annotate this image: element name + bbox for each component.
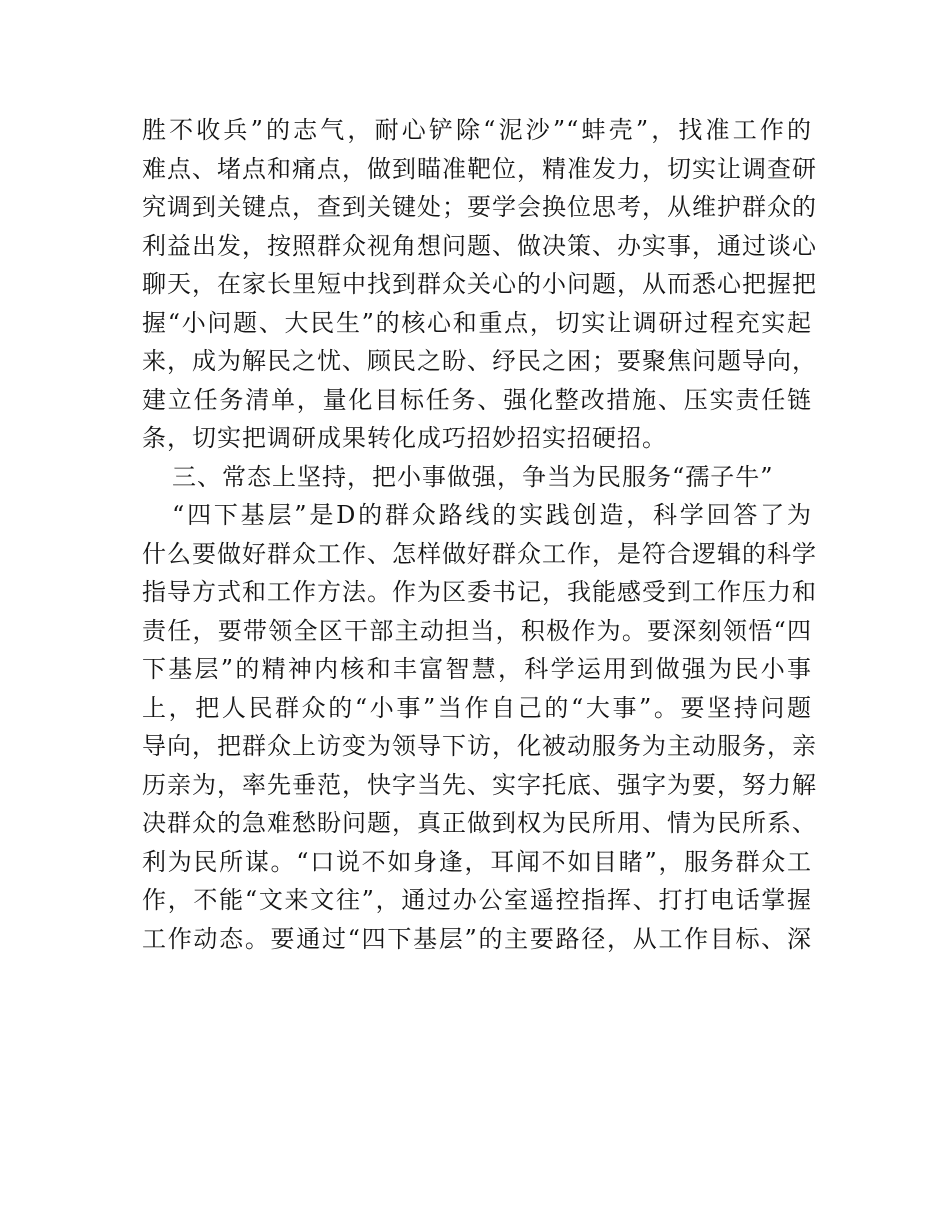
heading-line: 三、常态上坚持，把小事做强，争当为民服务“孺子牛”	[172, 462, 774, 491]
text-line: 决群众的急难愁盼问题，真正做到权为民所用、情为民所系、	[142, 809, 817, 837]
text-line: 利益出发，按照群众视角想问题、做决策、办实事，通过谈心	[142, 231, 817, 260]
text-line: 历亲为，率先垂范，快字当先、实字托底、强字为要，努力解	[142, 770, 817, 799]
text-line: 利为民所谋。“口说不如身逢，耳闻不如目睹”，服务群众工	[142, 847, 812, 876]
text-line: 工作动态。要通过“四下基层”的主要路径，从工作目标、深	[142, 924, 812, 953]
text-line: 来，成为解民之忧、顾民之盼、纾民之困；要聚焦问题导向，	[142, 347, 817, 375]
text-line: 握“小问题、大民生”的核心和重点，切实让调研过程充实起	[142, 308, 812, 337]
text-line: 指导方式和工作方法。作为区委书记，我能感受到工作压力和	[142, 578, 817, 606]
text-line: 上，把人民群众的“小事”当作自己的“大事”。要坚持问题	[142, 693, 812, 722]
text-line: 责任，要带领全区干部主动担当，积极作为。要深刻领悟“四	[142, 616, 812, 645]
text-line: 什么要做好群众工作、怎样做好群众工作，是符合逻辑的科学	[142, 539, 817, 568]
text-line: 条，切实把调研成果转化成巧招妙招实招硬招。	[142, 424, 667, 452]
document-body	[142, 111, 817, 958]
text-line: 作，不能“文来文往”，通过办公室遥控指挥、打打电话掌握	[142, 886, 812, 914]
text-line: 下基层”的精神内核和丰富智慧，科学运用到做强为民小事	[142, 655, 812, 683]
section-heading	[142, 458, 812, 497]
text-line: 难点、堵点和痛点，做到瞄准靶位，精准发力，切实让调查研	[142, 154, 817, 183]
text-line: “四下基层”是D的群众路线的实践创造，科学回答了为	[172, 501, 812, 529]
text-line: 导向，把群众上访变为领导下访，化被动服务为主动服务，亲	[142, 732, 817, 760]
paragraph-2	[142, 496, 817, 958]
text-line: 建立任务清单，量化目标任务、强化整改措施、压实责任链	[142, 385, 812, 414]
paragraph-1	[142, 111, 817, 458]
text-line: 聊天，在家长里短中找到群众关心的小问题，从而悉心把握把	[142, 270, 817, 298]
text-line: 究调到关键点，查到关键处；要学会换位思考，从维护群众的	[142, 193, 817, 221]
text-line: 胜不收兵”的志气，耐心铲除“泥沙”“蚌壳”，找准工作的	[142, 116, 812, 144]
